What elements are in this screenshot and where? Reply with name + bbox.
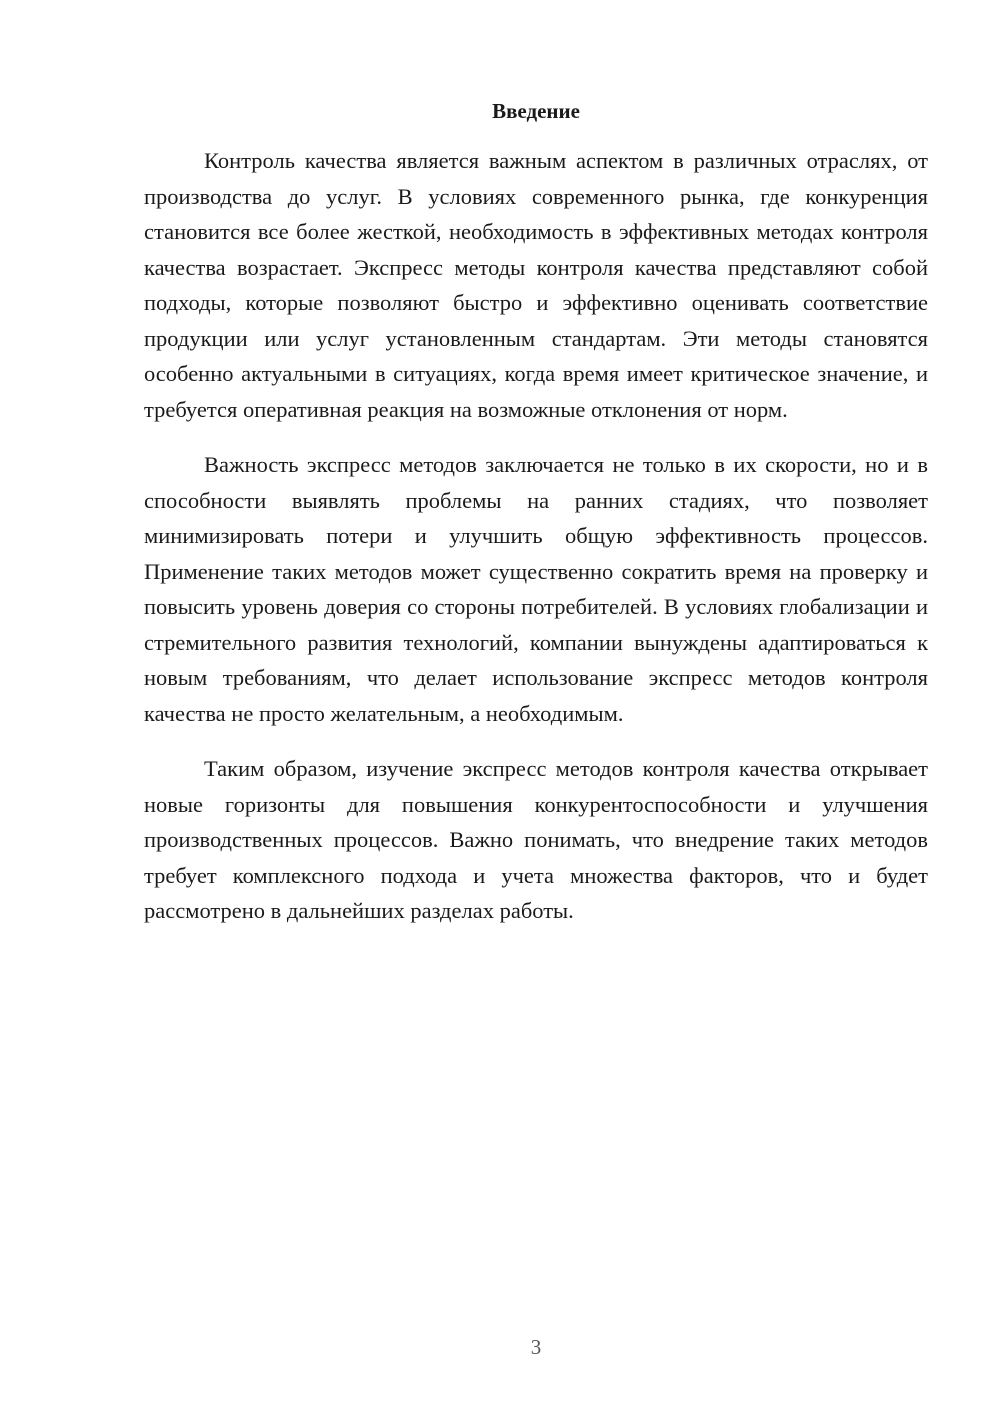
- body-text: [144, 143, 928, 949]
- page-number: 3: [530, 1335, 542, 1359]
- paragraph-3: Таким образом, изучение экспресс методов контроля качества открывает новые горизонты для повышения конкурентоспособности и улучшения производственных процессов. Важно понимать, что внедрение таких методов требует комплексного подхода и учета множества факторов, что и будет рассмотрено в дальнейших разделах работы.: [144, 756, 928, 923]
- paragraph-2: Важность экспресс методов заключается не только в их скорости, но и в способности выявлять проблемы на ранних стадиях, что позволяет минимизировать потери и улучшить общую эффективность процессов. Применение таких методов может существенно сократить время на проверку и повысить уровень доверия со стороны потребителей. В условиях глобализации и стремительного развития технологий, компании вынуждены адаптироваться к новым требованиям, что делает использование экспресс методов контроля качества не просто желательным, а необходимым.: [144, 452, 928, 726]
- section-title: Введение: [492, 99, 580, 123]
- paragraph-1: Контроль качества является важным аспектом в различных отраслях, от производства до услуг. В условиях современного рынка, где конкуренция становится все более жесткой, необходимость в эффективных методах контроля качества возрастает. Экспресс методы контроля качества представляют собой подходы, которые позволяют быстро и эффективно оценивать соответствие продукции или услуг установленным стандартам. Эти методы становятся особенно актуальными в ситуациях, когда время имеет критическое значение, и требуется оперативная реакция на возможные отклонения от норм.: [144, 148, 928, 422]
